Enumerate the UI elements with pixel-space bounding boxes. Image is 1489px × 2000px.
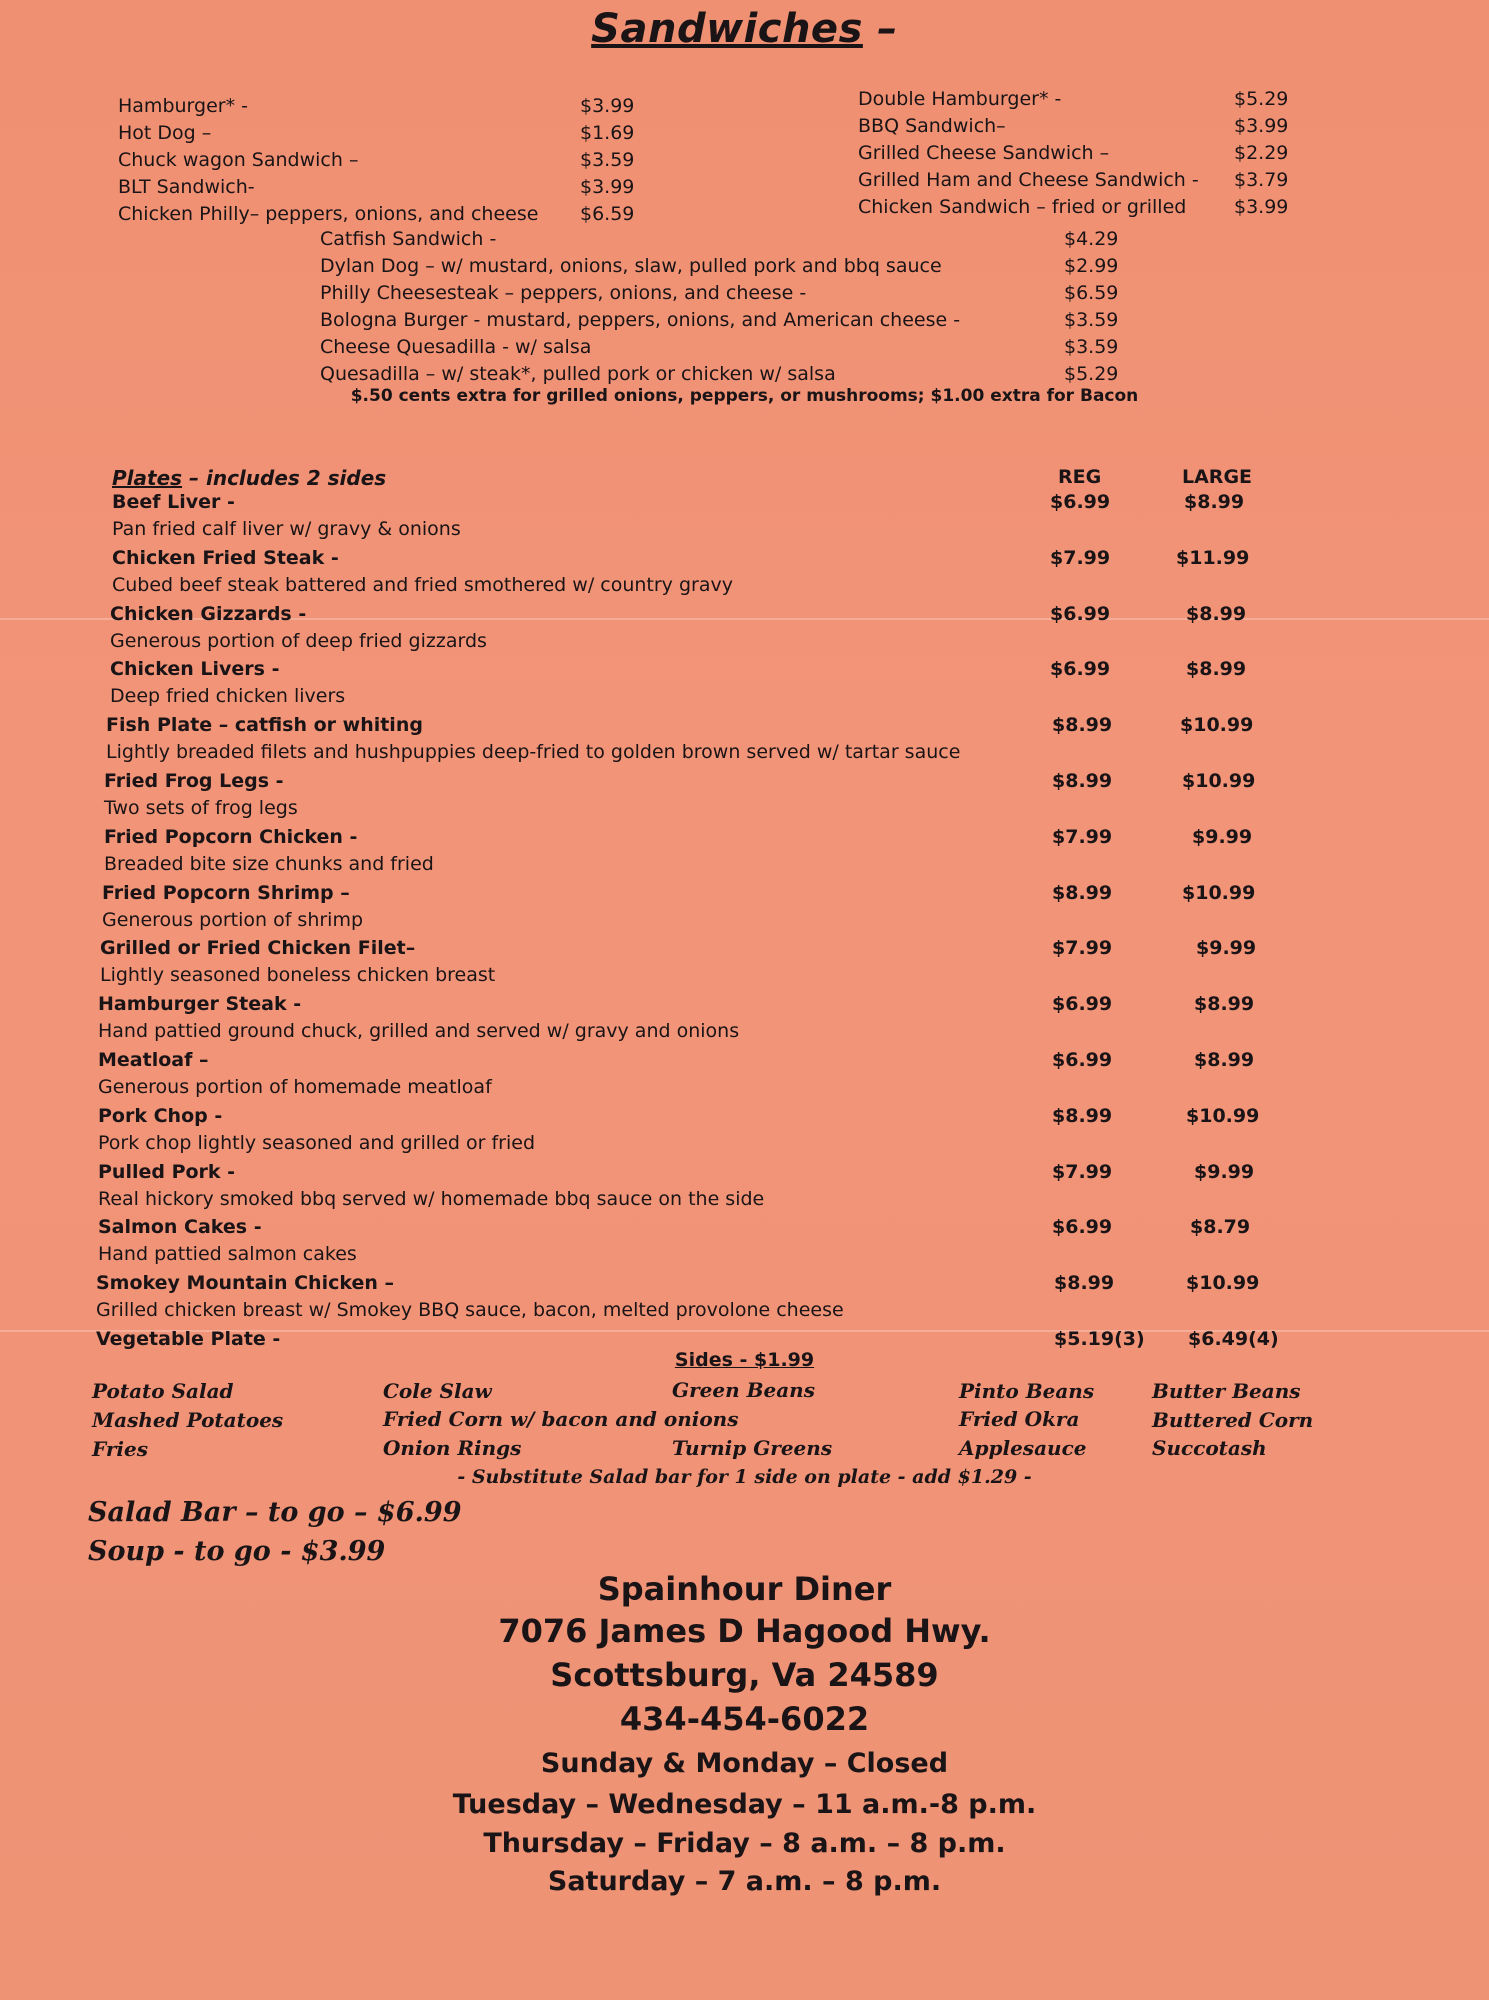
plates-title: Plates	[112, 466, 183, 490]
sandwich-name: Cheese Quesadilla - w/ salsa	[320, 336, 592, 358]
hours-line: Tuesday – Wednesday – 11 a.m.-8 p.m.	[452, 1789, 1037, 1820]
plate-large-price: $10.99	[1186, 1104, 1260, 1127]
plate-reg-price: $8.99	[1052, 714, 1113, 737]
side-item: Butter Beans	[1152, 1379, 1301, 1403]
plate-reg-price: $5.19(3)	[1054, 1328, 1145, 1350]
plate-name: Hamburger Steak -	[98, 993, 302, 1016]
sandwich-row	[118, 120, 658, 147]
plate-large-price: $9.99	[1196, 937, 1257, 960]
plate-name: Fried Frog Legs -	[104, 770, 284, 792]
plate-row	[0, 770, 1489, 826]
plate-large-price: $8.99	[1186, 658, 1247, 681]
sandwich-price: $3.59	[580, 149, 635, 171]
plate-description: Hand pattied salmon cakes	[98, 1243, 357, 1266]
plate-name: Vegetable Plate -	[96, 1328, 281, 1350]
plate-reg-price: $7.99	[1052, 1160, 1113, 1183]
plate-large-price: $10.99	[1180, 714, 1254, 737]
plate-large-price: $6.49(4)	[1188, 1328, 1279, 1350]
plate-description: Hand pattied ground chuck, grilled and served w/ gravy and onions	[98, 1020, 740, 1043]
plate-reg-price: $8.99	[1052, 770, 1113, 792]
side-item: Potato Salad	[92, 1379, 234, 1403]
plate-name: Chicken Livers -	[110, 658, 280, 681]
side-item: Pinto Beans	[959, 1379, 1095, 1403]
plates-subtitle: – includes 2 sides	[182, 466, 387, 490]
sandwich-price: $3.99	[580, 95, 635, 117]
plate-reg-price: $6.99	[1052, 993, 1113, 1016]
plate-description: Pan fried calf liver w/ gravy & onions	[112, 518, 461, 540]
sandwich-name: Grilled Ham and Cheese Sandwich -	[858, 169, 1199, 191]
plate-name: Beef Liver -	[112, 491, 235, 513]
plate-reg-price: $8.99	[1052, 1104, 1113, 1127]
sandwich-name: Hamburger* -	[118, 95, 248, 117]
plate-name: Grilled or Fried Chicken Filet–	[100, 937, 416, 960]
sandwich-name: Chuck wagon Sandwich –	[118, 149, 359, 171]
plate-row	[0, 547, 1489, 603]
sandwich-row	[320, 226, 1140, 253]
plate-name: Pulled Pork -	[98, 1160, 236, 1183]
sandwich-price: $3.99	[580, 176, 635, 198]
plate-description: Two sets of frog legs	[104, 797, 298, 819]
plate-reg-price: $7.99	[1052, 825, 1113, 848]
sandwich-price: $1.69	[580, 122, 635, 144]
plate-large-price: $8.99	[1194, 993, 1255, 1016]
sandwich-name: Dylan Dog – w/ mustard, onions, slaw, pulled pork and bbq sauce	[320, 255, 942, 277]
sandwich-price: $3.79	[1234, 169, 1289, 191]
plates-heading	[112, 466, 386, 490]
sandwich-name: Hot Dog –	[118, 122, 212, 144]
sandwich-row	[320, 307, 1140, 334]
sandwich-price: $5.29	[1234, 88, 1289, 110]
plate-large-price: $8.99	[1184, 491, 1245, 513]
plate-name: Chicken Fried Steak -	[112, 546, 339, 569]
plate-name: Chicken Gizzards -	[110, 602, 307, 625]
sandwich-name: Double Hamburger* -	[858, 88, 1062, 110]
plate-reg-price: $6.99	[1052, 1049, 1113, 1071]
plate-name: Meatloaf –	[98, 1049, 209, 1071]
plate-large-price: $10.99	[1182, 770, 1256, 792]
side-item: Mashed Potatoes	[92, 1408, 284, 1432]
plate-description: Lightly seasoned boneless chicken breast	[100, 964, 496, 987]
plate-reg-price: $8.99	[1052, 881, 1113, 904]
plate-reg-price: $6.99	[1050, 658, 1111, 681]
plate-name: Pork Chop -	[98, 1104, 223, 1127]
sandwich-name: Grilled Cheese Sandwich –	[858, 142, 1110, 164]
side-item: Turnip Greens	[672, 1436, 833, 1460]
plate-row	[0, 882, 1489, 938]
plate-name: Salmon Cakes -	[98, 1216, 262, 1239]
sandwich-price: $2.29	[1234, 142, 1289, 164]
plate-row	[0, 1105, 1489, 1161]
sandwich-price: $3.59	[1064, 309, 1119, 331]
plate-row	[0, 1272, 1489, 1328]
plate-reg-price: $7.99	[1052, 937, 1113, 960]
side-item: Succotash	[1152, 1436, 1267, 1460]
hours-line: Saturday – 7 a.m. – 8 p.m.	[547, 1866, 942, 1897]
sandwich-price: $2.99	[1064, 255, 1119, 277]
plate-row	[0, 826, 1489, 882]
side-item: Cole Slaw	[383, 1379, 492, 1403]
plate-description: Breaded bite size chunks and fried	[104, 852, 434, 875]
sandwich-price: $4.29	[1064, 228, 1119, 250]
sandwich-row	[118, 147, 658, 174]
sandwich-row	[320, 334, 1140, 361]
plate-name: Fried Popcorn Shrimp –	[102, 881, 350, 904]
plate-row	[0, 714, 1489, 770]
plate-row	[0, 937, 1489, 993]
plate-large-price: $9.99	[1194, 1160, 1255, 1183]
extras-note: $.50 cents extra for grilled onions, peppers, or mushrooms; $1.00 extra for Bacon	[350, 386, 1139, 406]
plate-description: Grilled chicken breast w/ Smokey BBQ sauce, bacon, melted provolone cheese	[96, 1299, 844, 1322]
sandwich-name: BBQ Sandwich–	[858, 115, 1006, 137]
side-item: Onion Rings	[383, 1436, 522, 1460]
plate-row	[0, 1049, 1489, 1105]
sides-title: Sides - $1.99	[674, 1349, 815, 1371]
plate-name: Fried Popcorn Chicken -	[104, 825, 358, 848]
plate-large-price: $8.79	[1190, 1216, 1251, 1239]
plate-name: Smokey Mountain Chicken –	[96, 1272, 395, 1295]
large-column-header: LARGE	[1182, 466, 1253, 488]
hours-line: Thursday – Friday – 8 a.m. – 8 p.m.	[483, 1828, 1006, 1859]
sandwich-row	[118, 174, 658, 201]
sandwich-row	[320, 253, 1140, 280]
plate-large-price: $8.99	[1186, 602, 1247, 625]
sandwich-price: $6.59	[580, 203, 635, 225]
sandwich-price: $3.59	[1064, 336, 1119, 358]
plate-large-price: $11.99	[1176, 546, 1250, 569]
sandwich-row	[858, 86, 1298, 113]
sandwich-price: $6.59	[1064, 282, 1119, 304]
plate-row	[0, 491, 1489, 547]
plate-row	[0, 658, 1489, 714]
sandwich-row	[320, 280, 1140, 307]
sandwich-name: Philly Cheesesteak – peppers, onions, and cheese -	[320, 282, 807, 304]
diner-city: Scottsburg, Va 24589	[550, 1656, 939, 1694]
plate-row	[0, 993, 1489, 1049]
plate-row	[0, 603, 1489, 659]
page-title: Sandwiches –	[591, 6, 898, 52]
plate-description: Generous portion of shrimp	[102, 908, 364, 931]
plate-large-price: $8.99	[1194, 1049, 1255, 1071]
sandwich-name: Chicken Philly– peppers, onions, and cheese	[118, 203, 539, 225]
sandwiches-center-column	[320, 226, 1140, 388]
plate-description: Cubed beef steak battered and fried smothered w/ country gravy	[112, 573, 733, 596]
sandwich-row	[118, 93, 658, 120]
sandwich-name: Catfish Sandwich -	[320, 228, 497, 250]
diner-phone: 434-454-6022	[619, 1700, 870, 1738]
side-item: Fried Okra	[959, 1407, 1080, 1431]
sandwich-row	[858, 140, 1298, 167]
diner-address: 7076 James D Hagood Hwy.	[498, 1612, 991, 1650]
soup-line: Soup - to go - $3.99	[88, 1536, 386, 1567]
plate-reg-price: $8.99	[1054, 1272, 1115, 1295]
diner-name: Spainhour Diner	[597, 1570, 892, 1608]
sandwich-price: $5.29	[1064, 363, 1119, 385]
plate-description: Generous portion of homemade meatloaf	[98, 1076, 492, 1098]
sandwiches-heading: Sandwiches	[591, 6, 863, 52]
sandwich-row	[320, 361, 1140, 388]
sandwiches-left-column	[118, 93, 658, 228]
hours-line: Sunday & Monday – Closed	[540, 1748, 949, 1779]
sandwich-price: $3.99	[1234, 115, 1289, 137]
plate-large-price: $9.99	[1192, 825, 1253, 848]
plate-description: Generous portion of deep fried gizzards	[110, 629, 487, 652]
plate-description: Deep fried chicken livers	[110, 685, 346, 708]
plate-description: Lightly breaded filets and hushpuppies deep-fried to golden brown served w/ tartar sauce	[106, 741, 961, 764]
sandwich-row	[858, 113, 1298, 140]
sides-heading	[0, 1349, 1489, 1371]
side-item: Green Beans	[672, 1378, 815, 1402]
plate-reg-price: $6.99	[1050, 491, 1111, 513]
substitute-note: - Substitute Salad bar for 1 side on plate - add $1.29 -	[457, 1466, 1032, 1488]
side-item: Buttered Corn	[1152, 1408, 1314, 1432]
sandwich-row	[118, 201, 658, 228]
sandwiches-right-column	[858, 86, 1298, 221]
plate-name: Fish Plate – catfish or whiting	[106, 714, 423, 737]
sandwich-name: BLT Sandwich-	[118, 176, 255, 198]
side-item: Fried Corn w/ bacon and onions	[383, 1407, 739, 1431]
side-item: Applesauce	[959, 1436, 1087, 1460]
plate-row	[0, 1161, 1489, 1217]
plate-description: Pork chop lightly seasoned and grilled or fried	[98, 1131, 536, 1154]
sandwich-name: Chicken Sandwich – fried or grilled	[858, 196, 1187, 218]
sandwich-name: Quesadilla – w/ steak*, pulled pork or chicken w/ salsa	[320, 363, 836, 385]
sandwich-price: $3.99	[1234, 196, 1289, 218]
plate-reg-price: $6.99	[1050, 602, 1111, 625]
sandwich-name: Bologna Burger - mustard, peppers, onions, and American cheese -	[320, 309, 961, 331]
plate-description: Real hickory smoked bbq served w/ homemade bbq sauce on the side	[98, 1187, 765, 1210]
plate-row	[0, 1216, 1489, 1272]
sandwich-row	[858, 167, 1298, 194]
plate-large-price: $10.99	[1182, 881, 1256, 904]
side-item: Fries	[92, 1437, 148, 1461]
sandwich-row	[858, 194, 1298, 221]
salad-bar-line: Salad Bar – to go – $6.99	[88, 1497, 462, 1528]
reg-column-header: REG	[1058, 466, 1102, 488]
plate-reg-price: $7.99	[1050, 546, 1111, 569]
plate-reg-price: $6.99	[1052, 1216, 1113, 1239]
plate-large-price: $10.99	[1186, 1272, 1260, 1295]
